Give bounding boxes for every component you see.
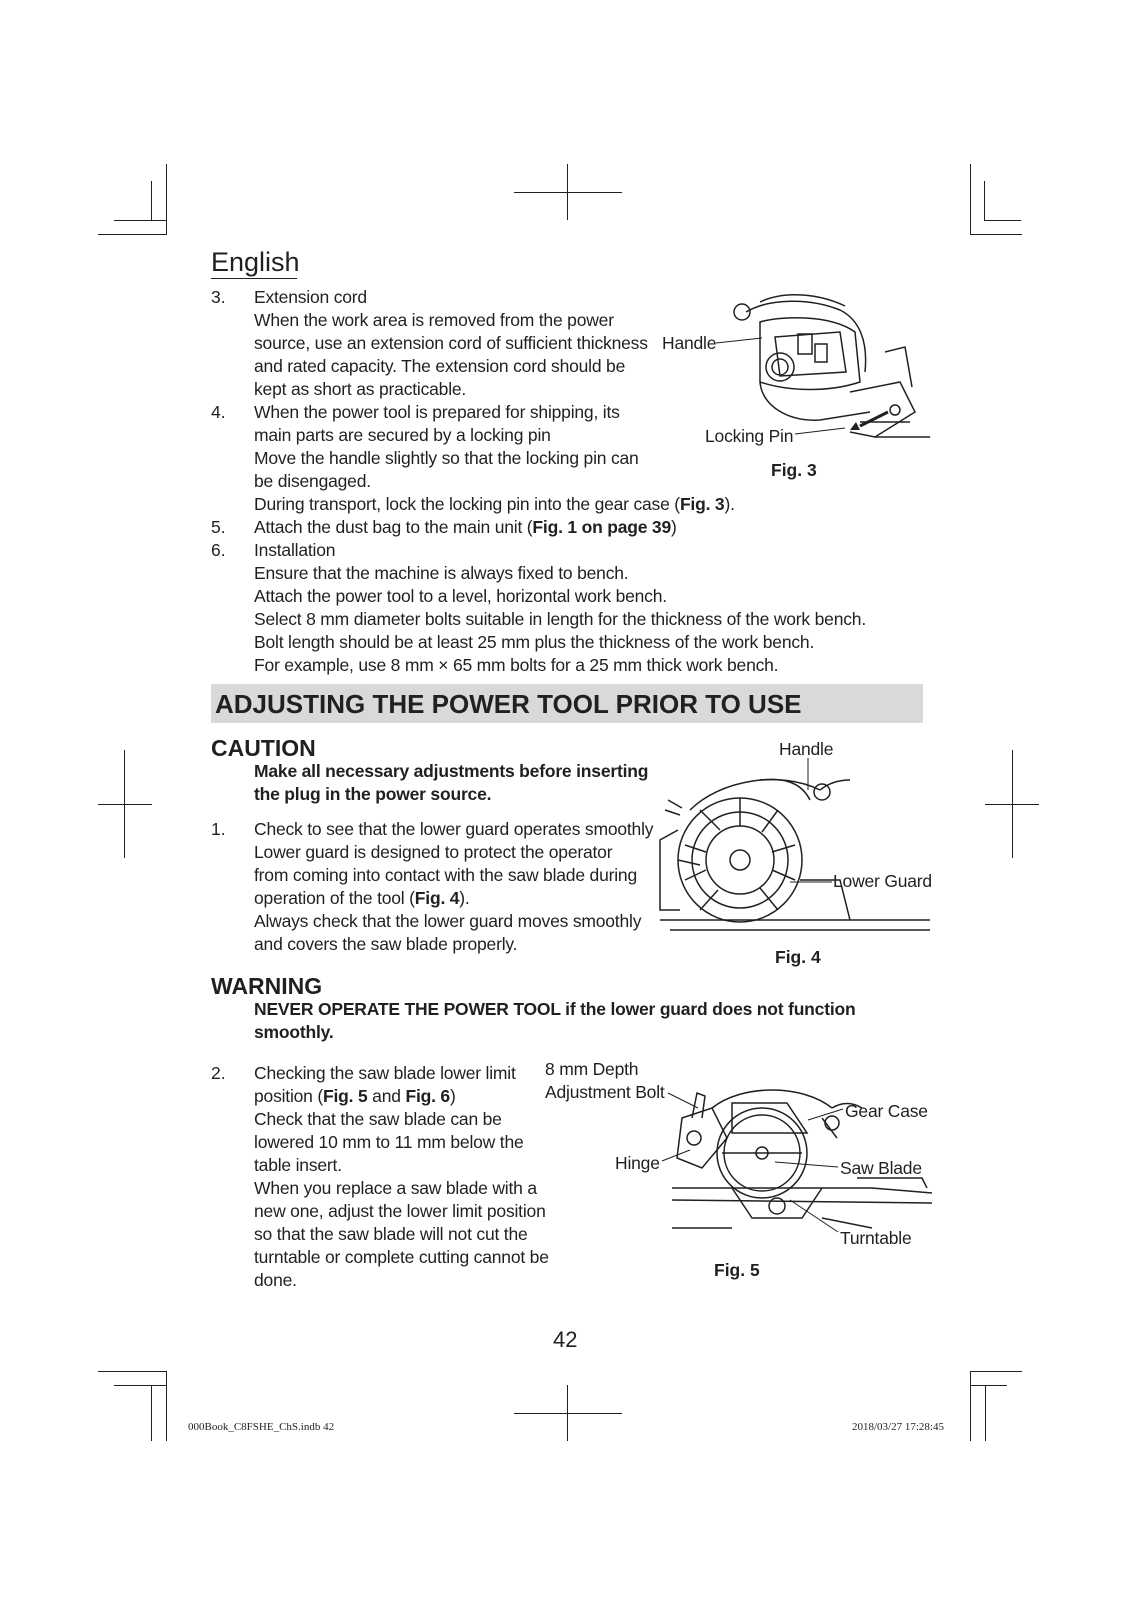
item-3-line: Extension cord [254,287,367,307]
caution-line: Make all necessary adjustments before inserting [254,761,649,781]
item-4-line: Move the handle slightly so that the locking pin can [254,448,639,468]
fig5-saw-blade-label: Saw Blade [840,1158,922,1178]
item-3-line: kept as short as practicable. [254,379,467,399]
item-6-line: Installation [254,540,336,560]
item-1-line: Check to see that the lower guard operates smoothly [254,819,654,839]
item-1-line: and covers the saw blade properly. [254,934,518,954]
item-1-line: from coming into contact with the saw blade during [254,865,637,885]
footer-file: 000Book_C8FSHE_ChS.indb 42 [188,1421,335,1433]
item-4-line: main parts are secured by a locking pin [254,425,551,445]
item-4-line: When the power tool is prepared for shipping, its [254,402,620,422]
item-6-line: For example, use 8 mm × 65 mm bolts for a 25 mm thick work bench. [254,655,779,675]
item-6-number: 6. [211,540,226,560]
item-2-line: lowered 10 mm to 11 mm below the [254,1132,524,1152]
item-2-line: turntable or complete cutting cannot be [254,1247,549,1267]
warning-line: smoothly. [254,1022,334,1042]
fig4-lower-guard-label: Lower Guard [833,871,932,891]
item-3-number: 3. [211,287,226,307]
fig5-caption: Fig. 5 [714,1260,760,1280]
fig3-locking-pin-label: Locking Pin [705,426,794,446]
item-6-line: Attach the power tool to a level, horizontal work bench. [254,586,667,606]
item-4-transport-line: During transport, lock the locking pin into the gear case (Fig. 3). [254,494,735,514]
page-number: 42 [553,1327,578,1352]
item-2-line: Checking the saw blade lower limit [254,1063,516,1083]
item-2-line: table insert. [254,1155,342,1175]
item-3-line: and rated capacity. The extension cord should be [254,356,626,376]
fig4-caption: Fig. 4 [775,947,821,967]
caution-line: the plug in the power source. [254,784,492,804]
section-title: ADJUSTING THE POWER TOOL PRIOR TO USE [215,689,802,719]
fig3-caption: Fig. 3 [771,460,817,480]
item-4-number: 4. [211,402,226,422]
item-1-line: Lower guard is designed to protect the operator [254,842,613,862]
fig5-turntable-label: Turntable [840,1228,912,1248]
warning-heading: WARNING [211,973,323,999]
item-1-line: Always check that the lower guard moves smoothly [254,911,642,931]
item-2-line: so that the saw blade will not cut the [254,1224,528,1244]
item-6-line: Ensure that the machine is always fixed to bench. [254,563,629,583]
item-2-line: done. [254,1270,297,1290]
warning-line: NEVER OPERATE THE POWER TOOL if the lower guard does not function [254,999,856,1019]
item-2-line: Check that the saw blade can be [254,1109,502,1129]
item-3-line: When the work area is removed from the power [254,310,614,330]
item-6-line: Select 8 mm diameter bolts suitable in length for the thickness of the work bench. [254,609,866,629]
item-2-number: 2. [211,1063,226,1083]
item-5-line: Attach the dust bag to the main unit (Fig. 1 on page 39) [254,517,677,537]
item-1-number: 1. [211,819,226,839]
fig5-depth-bolt-label: Adjustment Bolt [545,1082,665,1102]
language-label: English [211,247,300,277]
footer-date: 2018/03/27 17:28:45 [852,1421,944,1433]
caution-heading: CAUTION [211,735,316,761]
item-2-line: new one, adjust the lower limit position [254,1201,546,1221]
fig4-handle-label: Handle [779,739,834,759]
item-1-line: operation of the tool (Fig. 4). [254,888,470,908]
item-2-line: When you replace a saw blade with a [254,1178,537,1198]
item-2-line: position (Fig. 5 and Fig. 6) [254,1086,456,1106]
item-4-line: be disengaged. [254,471,371,491]
fig5-gear-case-label: Gear Case [845,1101,928,1121]
fig5-depth-bolt-label: 8 mm Depth [545,1059,639,1079]
item-3-line: source, use an extension cord of sufficient thickness [254,333,648,353]
item-5-number: 5. [211,517,226,537]
fig5-hinge-label: Hinge [615,1153,660,1173]
fig3-handle-label: Handle [662,333,717,353]
item-6-line: Bolt length should be at least 25 mm plus the thickness of the work bench. [254,632,815,652]
